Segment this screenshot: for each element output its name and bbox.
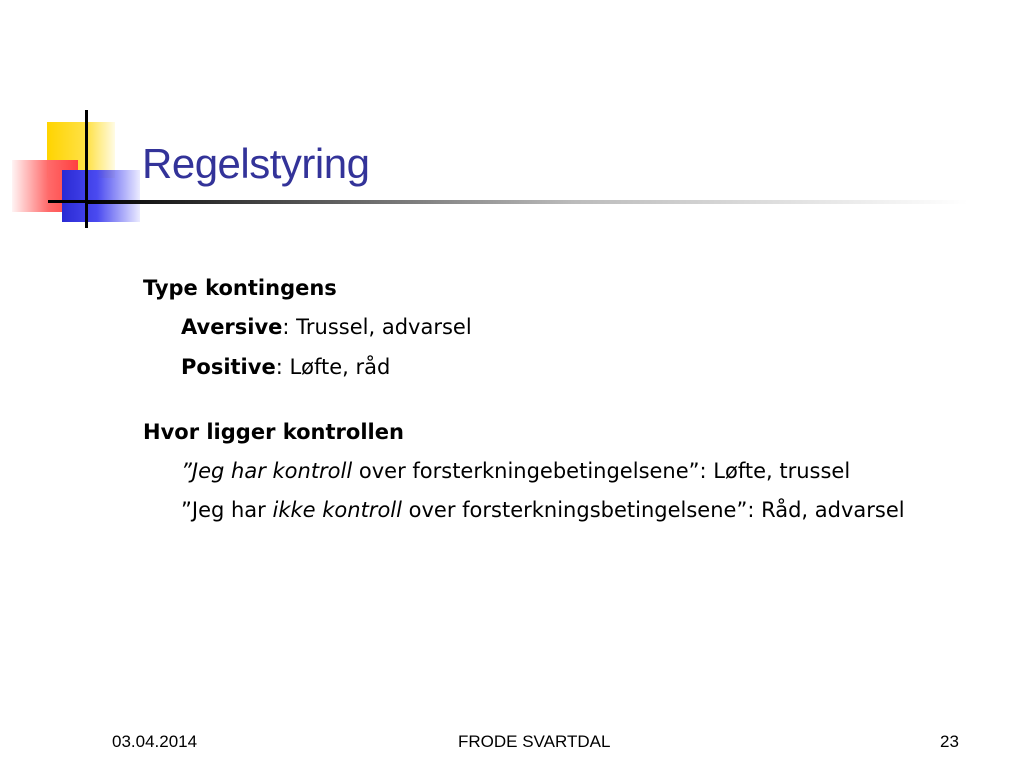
section-spacer: [143, 381, 1003, 419]
bullet-ikke-kontroll: [181, 497, 1003, 524]
bullet-positive: [181, 354, 1003, 381]
definition-positive: : Løfte, råd: [275, 354, 391, 379]
bullet-har-kontroll: [181, 458, 1003, 485]
slide-title: Regelstyring: [142, 140, 370, 187]
decorative-logo: [0, 100, 150, 240]
footer-page-number: 23: [940, 732, 959, 751]
line2-prefix: ”Jeg har: [181, 498, 273, 523]
section-heading-type-kontingens: Type kontingens: [143, 276, 337, 300]
slide-body: [143, 275, 1003, 525]
phrase-jeg-har-kontroll: Jeg har kontroll: [191, 459, 353, 484]
line2-rest: over forsterkningsbetingelsene”: Råd, advarsel: [401, 498, 905, 523]
phrase-ikke-kontroll: ikke kontroll: [272, 498, 402, 523]
line1-rest: over forsterkningebetingelsene”: Løfte, trussel: [352, 459, 851, 484]
title-underline: [88, 200, 968, 204]
footer-date: 03.04.2014: [112, 732, 198, 751]
footer-author: FRODE SVARTDAL: [458, 732, 611, 751]
vertical-line: [85, 110, 88, 228]
blue-square: [62, 170, 140, 222]
bullet-aversive: [181, 314, 1003, 341]
term-aversive: Aversive: [181, 315, 283, 340]
definition-aversive: : Trussel, advarsel: [282, 315, 472, 340]
term-positive: Positive: [181, 354, 276, 379]
section-heading-hvor-ligger-kontrollen: Hvor ligger kontrollen: [143, 419, 404, 444]
quote-open: ”: [181, 459, 192, 484]
